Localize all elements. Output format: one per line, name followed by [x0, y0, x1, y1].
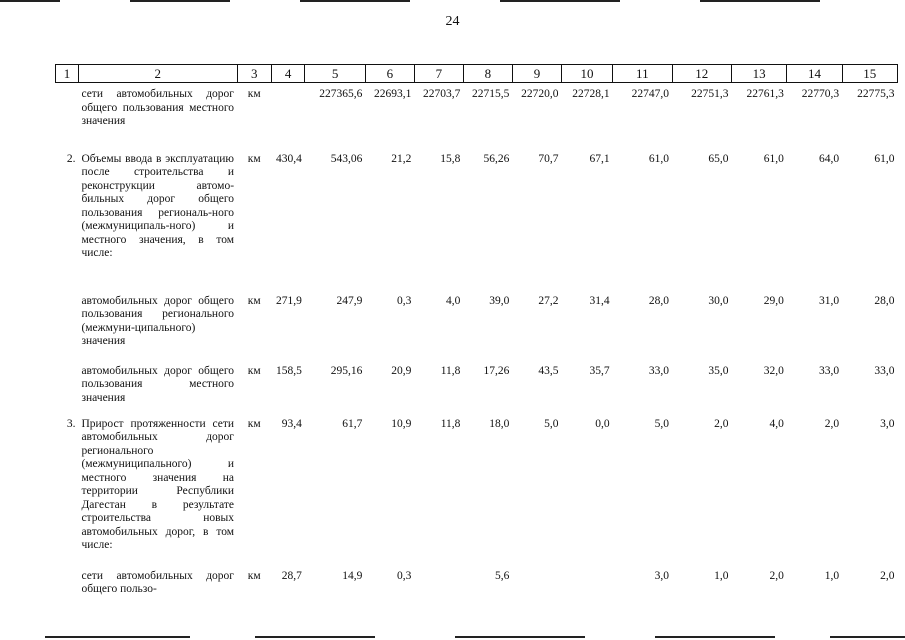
table-cell: 61,7	[342, 417, 363, 430]
table-row	[56, 413, 898, 565]
top-edge-line	[0, 0, 60, 2]
column-header: 14	[787, 65, 842, 83]
row-label: автомобильных дорог общего пользования местного значения	[81, 364, 235, 404]
table-cell: 22747,0	[631, 88, 670, 100]
table-cell: 28,0	[874, 294, 895, 307]
table-cell: 39,0	[489, 294, 510, 307]
table-cell: 11,8	[440, 417, 461, 430]
table-cell: 11,8	[440, 364, 461, 377]
table-cell: 64,0	[818, 152, 840, 165]
table-cell: 0,0	[595, 417, 610, 430]
table-row	[56, 360, 898, 413]
row-number: 3.	[66, 417, 76, 430]
row-unit: км	[247, 364, 261, 377]
table-cell: 33,0	[874, 364, 895, 377]
table-cell: 5,0	[544, 417, 559, 430]
table-cell: 32,0	[763, 364, 784, 377]
bottom-edge-line	[830, 636, 905, 638]
top-edge-line	[300, 0, 410, 2]
table-cell: 56,26	[483, 152, 510, 165]
table-cell	[414, 565, 463, 601]
table-cell: 22775,3	[857, 88, 895, 100]
table-cell: 2,0	[714, 417, 729, 430]
table-cell: 4,0	[446, 294, 461, 307]
table-row	[56, 83, 898, 148]
table-cell: 21,2	[391, 152, 412, 165]
table-cell: 33,0	[648, 364, 670, 377]
row-label: сети автомобильных дорог общего пользо-	[81, 569, 235, 595]
table-cell: 22703,7	[423, 88, 461, 100]
table-cell: 28,0	[648, 294, 670, 307]
bottom-edge-line	[45, 636, 190, 638]
table-cell: 29,0	[763, 294, 784, 307]
table-row	[56, 290, 898, 360]
column-header: 7	[414, 65, 463, 83]
column-header: 2	[78, 65, 237, 83]
row-number	[56, 83, 79, 148]
table-cell: 0,3	[396, 294, 412, 307]
table-cell: 43,5	[538, 364, 559, 377]
table-cell: 543,06	[330, 152, 363, 165]
row-number	[56, 290, 79, 360]
column-header: 12	[672, 65, 731, 83]
header-row	[56, 65, 898, 83]
table-cell: 10,9	[391, 417, 412, 430]
table-cell: 1,0	[714, 569, 729, 582]
bottom-edge-line	[255, 636, 375, 638]
row-unit: км	[247, 88, 261, 100]
row-number	[56, 565, 79, 601]
row-number	[56, 360, 79, 413]
table-cell: 61,0	[763, 152, 784, 165]
table-cell: 70,7	[538, 152, 559, 165]
bottom-edge-line	[455, 636, 585, 638]
table-cell: 430,4	[275, 152, 302, 165]
row-unit: км	[247, 294, 261, 307]
column-header: 3	[237, 65, 271, 83]
table-cell: 0,3	[396, 569, 412, 582]
table-cell: 31,4	[589, 294, 610, 307]
table-cell	[561, 565, 612, 601]
table-cell	[271, 83, 304, 148]
table-cell: 5,0	[654, 417, 670, 430]
row-number: 2.	[66, 152, 76, 165]
table-cell: 1,0	[824, 569, 840, 582]
table-cell: 227365,6	[319, 88, 363, 100]
table-cell: 30,0	[708, 294, 729, 307]
table-cell: 22770,3	[801, 88, 840, 100]
table-row	[56, 565, 898, 601]
row-label: сети автомобильных дорог общего пользования местного значения	[81, 88, 235, 127]
table-cell: 247,9	[336, 294, 363, 307]
table-cell: 27,2	[538, 294, 559, 307]
table-cell: 31,0	[818, 294, 840, 307]
table-cell: 22728,1	[572, 88, 610, 100]
table-cell: 17,26	[483, 364, 510, 377]
row-label: автомобильных дорог общего пользования регионального (межмуни-ципального) значения	[81, 294, 235, 347]
table-cell: 35,7	[589, 364, 610, 377]
table-cell: 22720,0	[521, 88, 559, 100]
table-cell: 2,0	[769, 569, 784, 582]
table-cell: 67,1	[589, 152, 610, 165]
row-unit: км	[247, 152, 261, 165]
table-cell: 22693,1	[373, 88, 412, 100]
top-edge-line	[130, 0, 230, 2]
table-cell: 3,0	[880, 417, 895, 430]
table-cell: 93,4	[281, 417, 302, 430]
column-header: 15	[842, 65, 897, 83]
data-table	[55, 64, 898, 601]
column-header: 9	[512, 65, 561, 83]
top-edge-line	[700, 0, 820, 2]
column-header: 6	[365, 65, 414, 83]
table-cell: 65,0	[708, 152, 729, 165]
column-header: 13	[732, 65, 787, 83]
column-header: 4	[271, 65, 304, 83]
bottom-edge-line	[655, 636, 775, 638]
column-header: 5	[305, 65, 366, 83]
column-header: 1	[56, 65, 79, 83]
row-unit: км	[247, 569, 261, 582]
table-cell: 271,9	[275, 294, 302, 307]
column-header: 11	[613, 65, 672, 83]
row-unit: км	[247, 417, 261, 430]
table-row	[56, 148, 898, 290]
table-cell: 4,0	[769, 417, 784, 430]
table-cell	[512, 565, 561, 601]
table-cell: 35,0	[708, 364, 729, 377]
table-cell: 33,0	[818, 364, 840, 377]
table-cell: 2,0	[880, 569, 895, 582]
table-cell: 2,0	[824, 417, 840, 430]
column-header: 10	[561, 65, 612, 83]
column-header: 8	[463, 65, 512, 83]
table-cell: 3,0	[654, 569, 670, 582]
table-cell: 5,6	[495, 569, 510, 582]
top-edge-line	[500, 0, 620, 2]
table-cell: 158,5	[275, 364, 302, 377]
table-cell: 15,8	[440, 152, 461, 165]
table-cell: 28,7	[281, 569, 302, 582]
row-label: Объемы ввода в эксплуатацию после строительства и реконструкции автомо-бильных дорог общего пользования региональ-ного (межмуниципаль-ного) и местного значения, в том числе:	[81, 152, 235, 259]
table-cell: 61,0	[648, 152, 670, 165]
table-cell: 14,9	[342, 569, 363, 582]
table-cell: 22751,3	[691, 88, 729, 100]
table-cell: 22761,3	[746, 88, 784, 100]
page-number: 24	[445, 14, 460, 29]
table-cell: 61,0	[874, 152, 895, 165]
row-label: Прирост протяженности сети автомобильных дорог регионального (межмуниципального) и местного значения на территории Республики Дагестан в результате строительства новых автомобильных дорог, в том числе:	[81, 417, 235, 551]
table-cell: 18,0	[489, 417, 510, 430]
table-cell: 22715,5	[472, 88, 510, 100]
table-cell: 20,9	[391, 364, 412, 377]
table-cell: 295,16	[330, 364, 363, 377]
